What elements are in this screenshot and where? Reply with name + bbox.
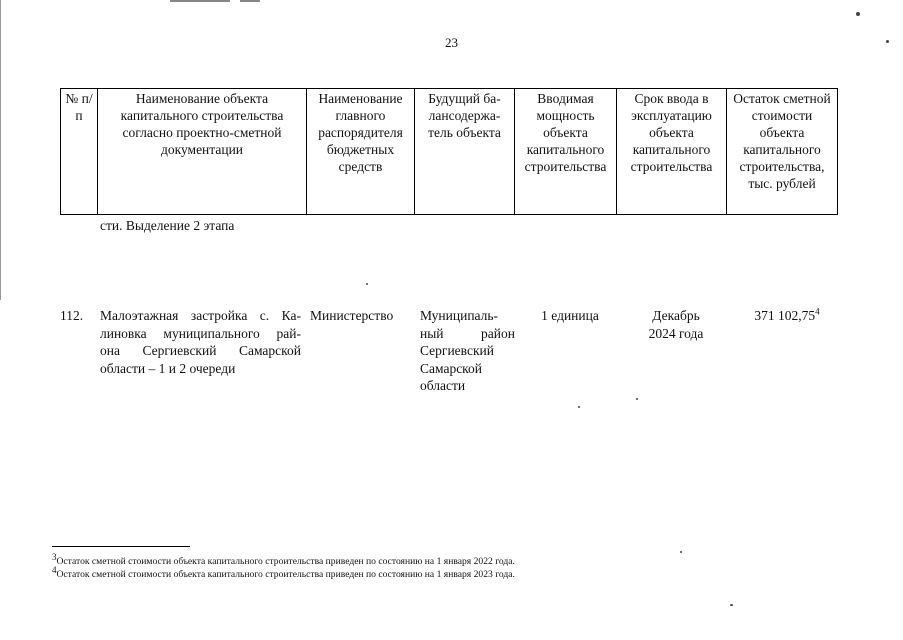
row-cost: [732, 307, 842, 325]
footnote-separator: [52, 546, 190, 547]
header-cell-balance-holder: Будущий ба-лансодержа-тель объекта: [415, 89, 515, 215]
row-term-line: Декабрь: [652, 308, 700, 323]
scan-speck: [730, 604, 733, 606]
scan-speck: [366, 283, 368, 285]
row-object-name-line: она Сергиевский Самарской: [100, 343, 301, 358]
footnote: [52, 551, 515, 567]
footnote-text: Остаток сметной стоимости объекта капитального строительства приведен по состоянию на 1 января 2023 года.: [56, 569, 515, 580]
header-cell-distributor: Наименование главного распорядителя бюджетных средств: [307, 89, 415, 215]
row-balance-holder: [420, 307, 515, 395]
header-cell-name: Наименование объекта капитального строительства согласно проектно-сметной документации: [98, 89, 307, 215]
row-balance-line: области: [420, 378, 466, 393]
row-number: 112.: [60, 308, 84, 323]
row-object-name-line: линовка муниципального рай-: [100, 325, 301, 341]
footnote-mark: 4: [52, 564, 57, 575]
row-balance-line: ный район: [420, 325, 515, 341]
scan-speck: [578, 406, 580, 408]
row-cost-footnote-ref: 4: [815, 306, 820, 317]
row-term: [624, 307, 728, 342]
footnote: [52, 564, 515, 580]
scan-speck: [636, 398, 638, 400]
header-cell-cost: Остаток сметной стоимости объекта капитального строительства, тыс. рублей: [727, 89, 838, 215]
footnote-text: Остаток сметной стоимости объекта капитального строительства приведен по состоянию на 1 января 2022 года.: [56, 556, 515, 567]
footnote-mark: 3: [52, 551, 57, 562]
table-header-row: [61, 89, 838, 215]
scan-artifact: [170, 0, 230, 2]
scan-artifact: [240, 0, 260, 2]
scan-speck: [680, 551, 682, 553]
row-cost-value: 371 102,75: [754, 308, 816, 323]
header-cell-num: № п/п: [61, 89, 98, 215]
continuation-text: сти. Выделение 2 этапа: [100, 218, 235, 233]
row-object-name-line: области – 1 и 2 очереди: [100, 360, 236, 376]
row-balance-line: Самарской: [420, 360, 483, 376]
header-cell-capacity: Вводимая мощность объекта капитального строительства: [515, 89, 617, 215]
row-balance-line: Муниципаль-: [420, 308, 499, 323]
row-capacity: 1 единица: [541, 308, 599, 323]
scan-speck: [856, 12, 860, 16]
page-number: 23: [445, 35, 458, 50]
row-balance-line: Сергиевский: [420, 343, 494, 358]
row-distributor: Министерство: [310, 308, 394, 323]
header-cell-term: Срок ввода в эксплуатацию объекта капитального строительства: [617, 89, 727, 215]
scan-speck: [886, 40, 889, 43]
row-object-name: [100, 307, 301, 377]
table-header: [60, 88, 838, 215]
row-object-name-line: Малоэтажная застройка с. Ка-: [100, 308, 301, 323]
row-term-line: 2024 года: [648, 325, 704, 341]
